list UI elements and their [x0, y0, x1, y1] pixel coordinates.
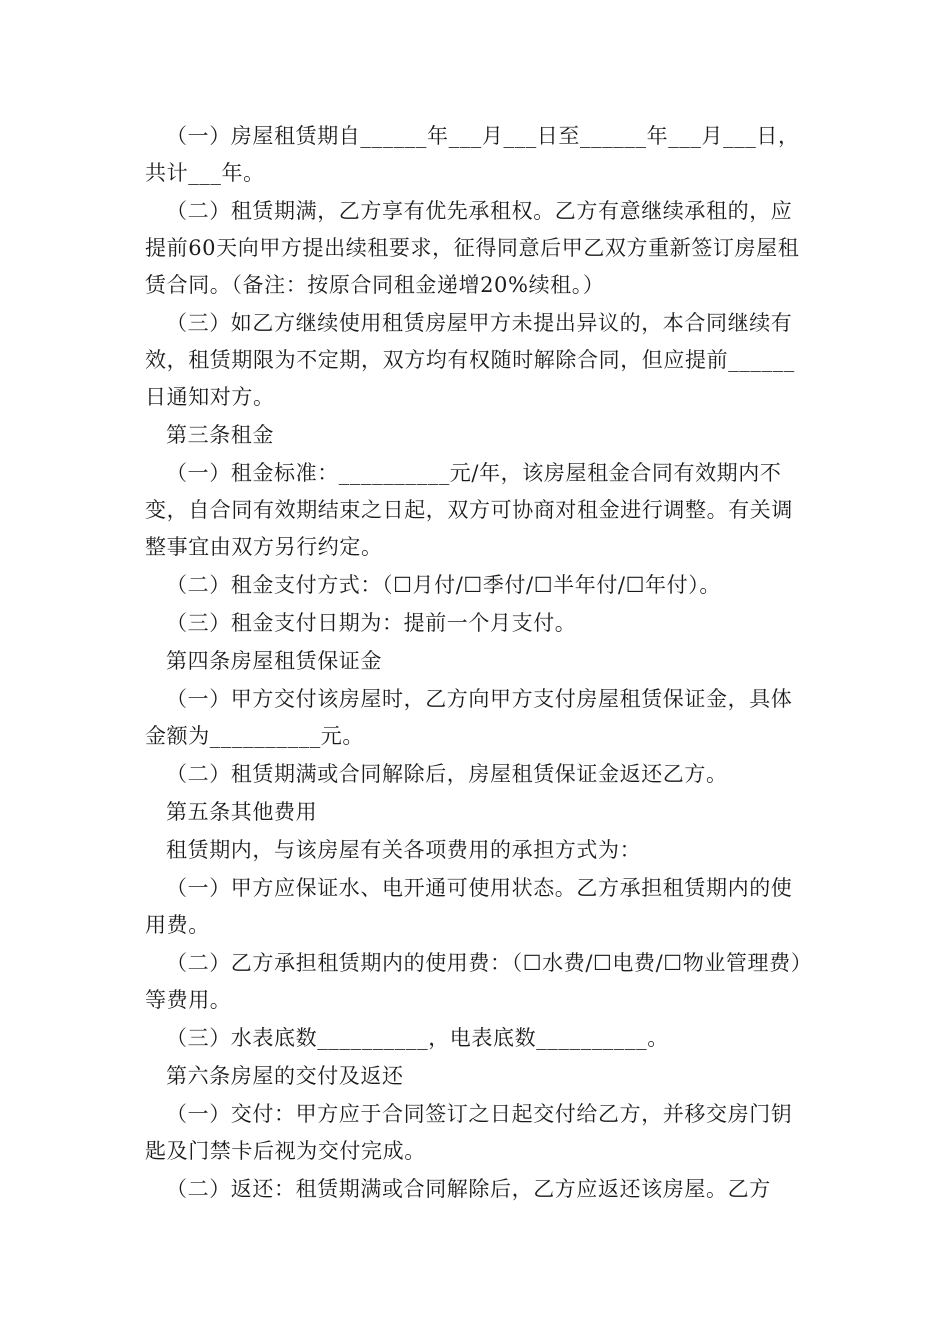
rent-standard-paragraph: （一）租金标准：__________元/年，该房屋租金合同有效期内不变，自合同有效期结束之日起，双方可协商对租金进行调整。有关调整事宜由双方另行约定。	[145, 461, 793, 559]
meter-readings-paragraph: （三）水表底数__________，电表底数__________。	[166, 1026, 669, 1050]
section-heading-delivery-return: 第六条房屋的交付及返还	[166, 1064, 404, 1088]
deposit-return-paragraph: （二）租赁期满或合同解除后，房屋租赁保证金返还乙方。	[166, 762, 728, 786]
lease-term-paragraph: （一）房屋租赁期自______年___月___日至______年___月___日，共计___年。	[145, 124, 800, 185]
section-heading-rent: 第三条租金	[166, 423, 274, 447]
rent-payment-date-paragraph: （三）租金支付日期为：提前一个月支付。	[166, 611, 577, 635]
delivery-paragraph: （一）交付：甲方应于合同签订之日起交付给乙方，并移交房门钥匙及门禁卡后视为交付完成。	[145, 1102, 793, 1163]
indefinite-term-paragraph: （三）如乙方继续使用租赁房屋甲方未提出异议的，本合同继续有效，租赁期限为不定期，双方均有权随时解除合同，但应提前______日通知对方。	[145, 311, 795, 409]
rent-payment-method-paragraph: （二）租金支付方式：（☐月付/☐季付/☐半年付/☐年付）。	[166, 573, 721, 597]
section-heading-deposit: 第四条房屋租赁保证金	[166, 649, 382, 673]
section-heading-other-fees: 第五条其他费用	[166, 800, 318, 824]
tenant-fees-paragraph: （二）乙方承担租赁期内的使用费：（☐水费/☐电费/☐物业管理费）等费用。	[145, 951, 802, 1012]
document-body	[145, 118, 809, 1208]
utilities-guarantee-paragraph: （一）甲方应保证水、电开通可使用状态。乙方承担租赁期内的使用费。	[145, 876, 793, 937]
renewal-priority-paragraph: （二）租赁期满，乙方享有优先承租权。乙方有意继续承租的，应提前60天向甲方提出续租要求，征得同意后甲乙双方重新签订房屋租赁合同。（备注：按原合同租金递增20%续租。）	[145, 199, 800, 297]
return-paragraph: （二）返还：租赁期满或合同解除后，乙方应返还该房屋。乙方	[166, 1177, 771, 1201]
fees-intro-paragraph: 租赁期内，与该房屋有关各项费用的承担方式为：	[166, 838, 642, 862]
deposit-amount-paragraph: （一）甲方交付该房屋时，乙方向甲方支付房屋租赁保证金，具体金额为__________元。	[145, 687, 793, 748]
